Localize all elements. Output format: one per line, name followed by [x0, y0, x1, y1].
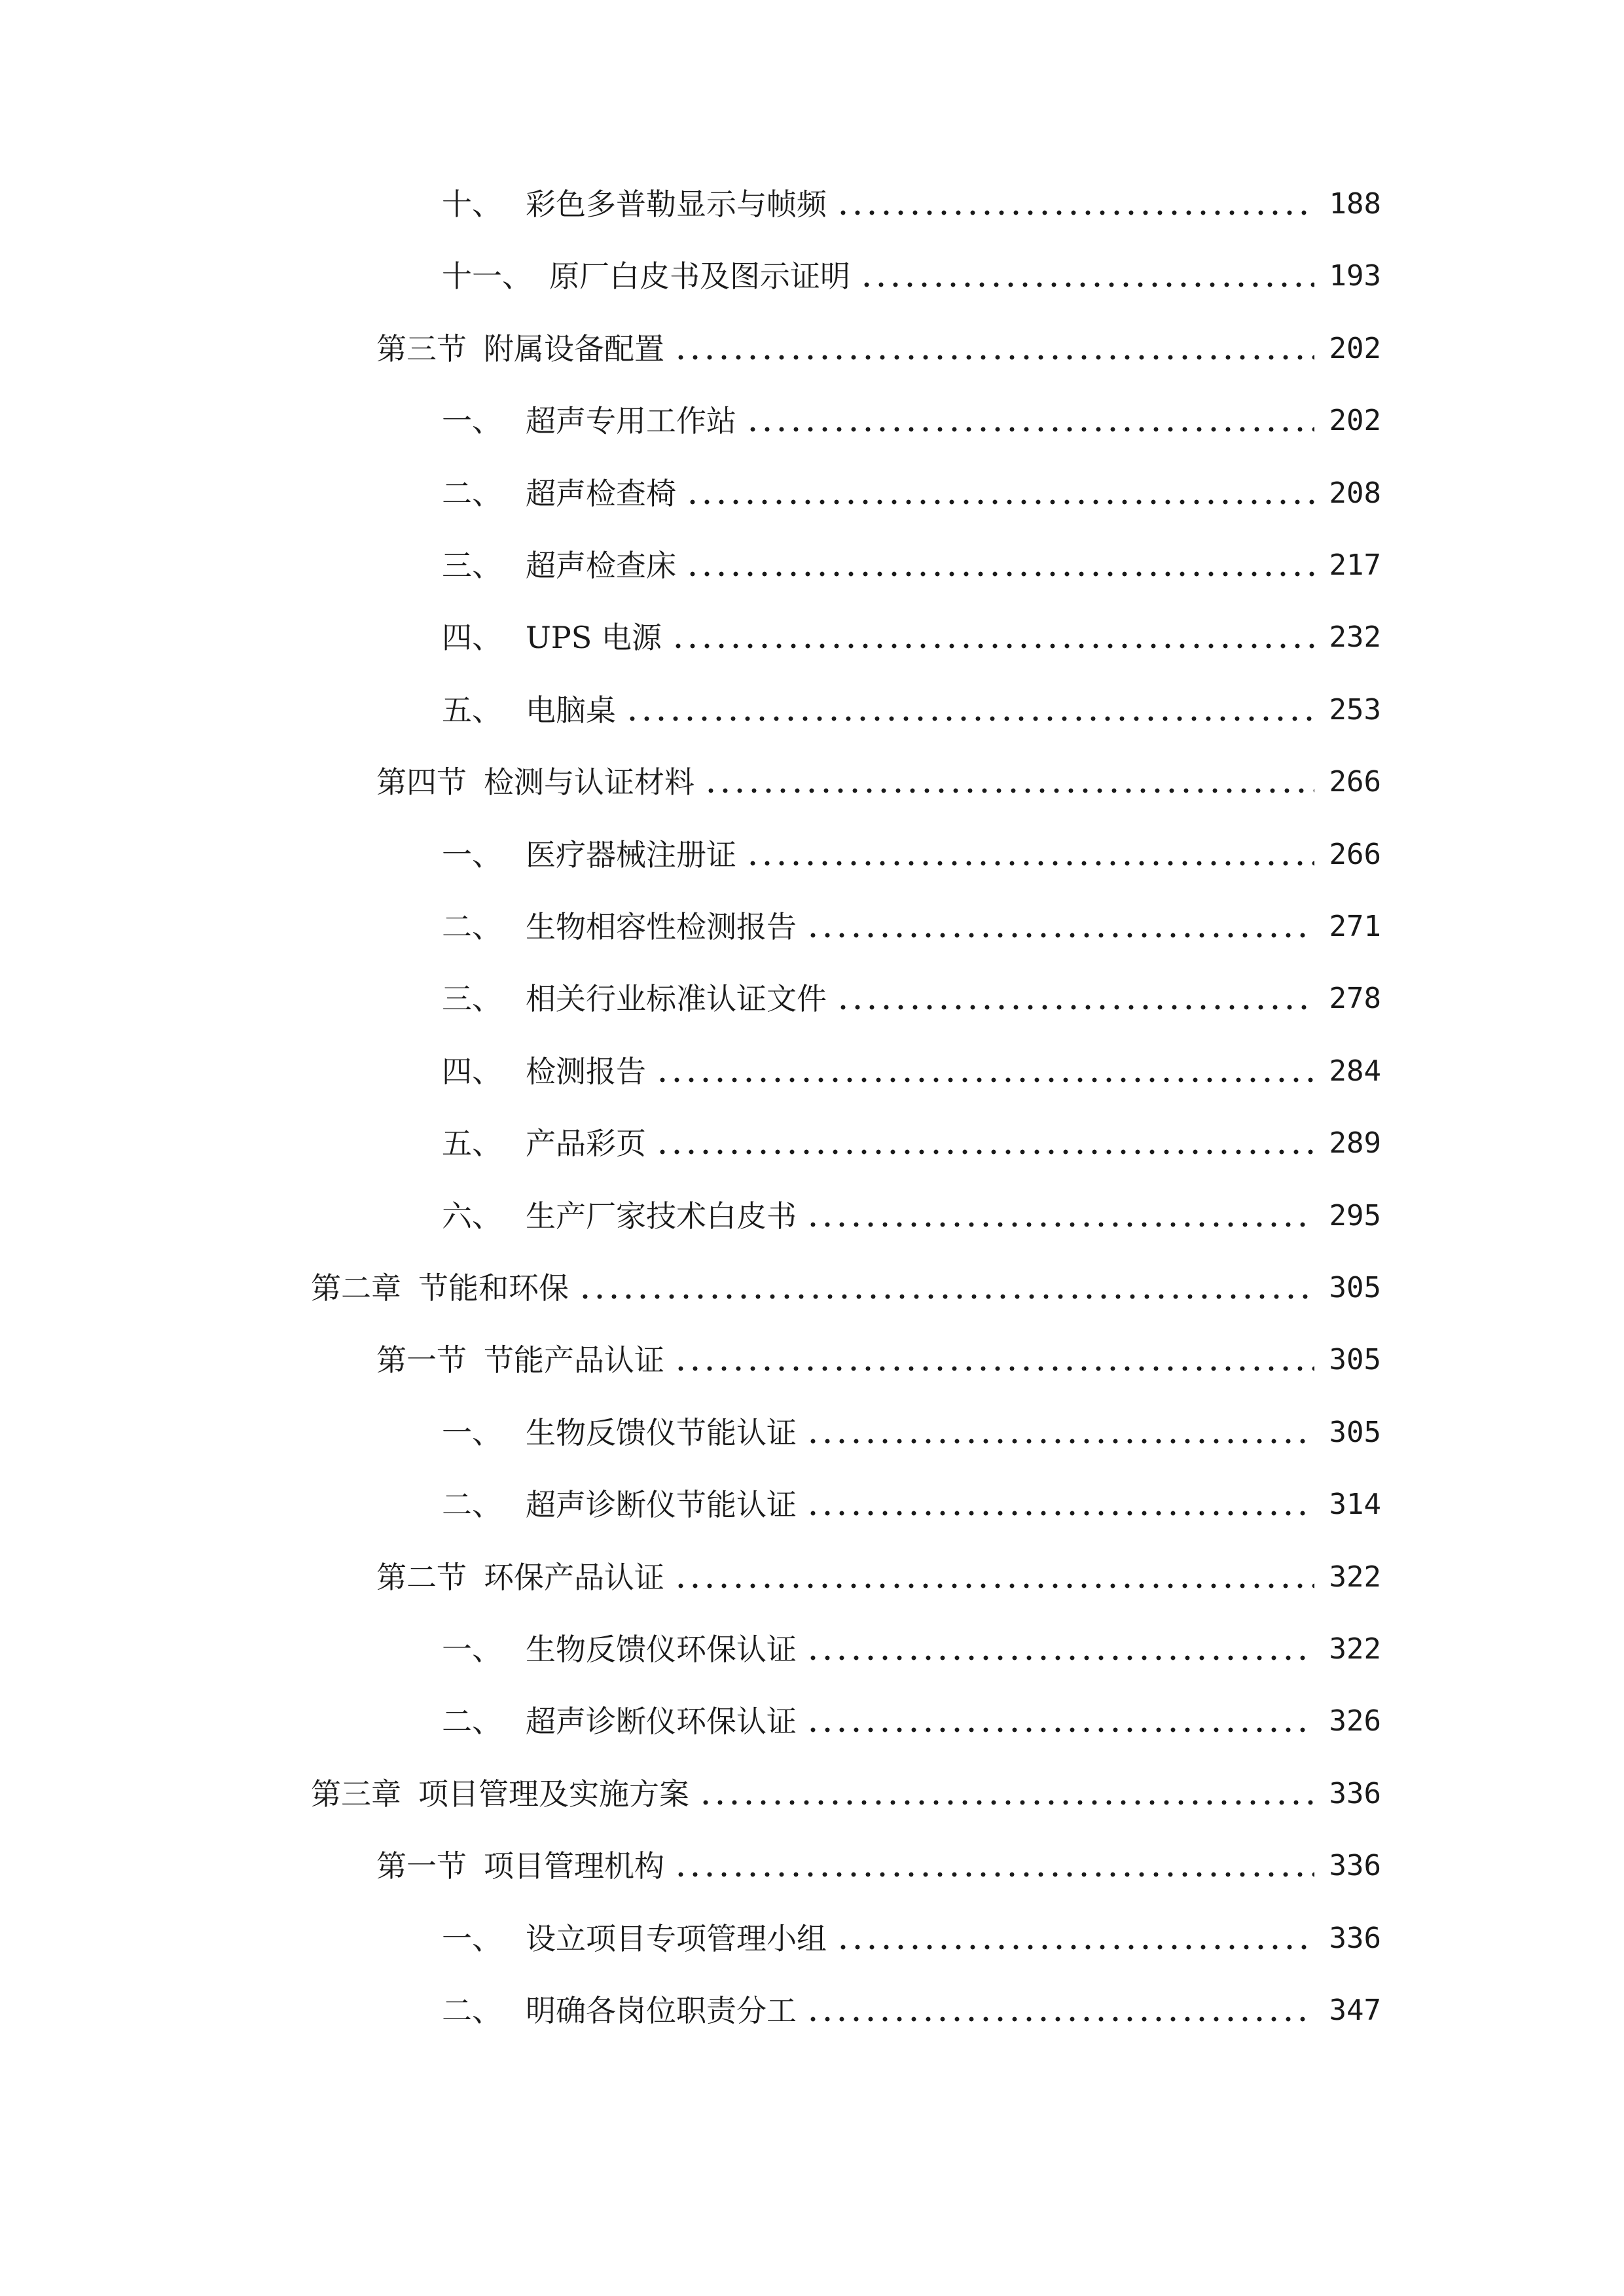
toc-entry-item[interactable]	[442, 1617, 1381, 1669]
toc-entry-title: 电脑桌	[526, 692, 616, 728]
toc-entry-number: 四、	[442, 1053, 502, 1089]
toc-entry-page-number: 295	[1329, 1198, 1381, 1232]
toc-entry-title: 检测与认证材料	[484, 764, 695, 800]
toc-entry-page-number: 278	[1329, 982, 1381, 1016]
toc-entry-section[interactable]	[376, 749, 1381, 802]
toc-entry-item[interactable]	[442, 1978, 1381, 2030]
dot-leader	[674, 354, 1314, 361]
dot-leader	[698, 1799, 1314, 1806]
toc-entry-title: 节能和环保	[418, 1270, 569, 1306]
toc-entry-number: 三、	[442, 548, 502, 583]
toc-entry-item[interactable]	[442, 1906, 1381, 1958]
toc-entry-page-number: 253	[1329, 692, 1381, 726]
toc-entry-page-number: 208	[1329, 476, 1381, 510]
toc-entry-item[interactable]	[442, 388, 1381, 440]
dot-leader	[625, 715, 1314, 722]
dot-leader	[674, 1365, 1314, 1372]
toc-entry-section[interactable]	[376, 1327, 1381, 1380]
toc-entry-number: 二、	[442, 1487, 502, 1523]
dot-leader	[806, 1727, 1314, 1733]
toc-entry-title: 生物反馈仪节能认证	[526, 1414, 797, 1450]
toc-entry-title: 超声诊断仪环保认证	[526, 1704, 797, 1740]
toc-entry-item[interactable]	[442, 1039, 1381, 1091]
toc-entry-number: 二、	[442, 1704, 502, 1740]
toc-entry-title: 节能产品认证	[484, 1342, 664, 1378]
toc-entry-item[interactable]	[442, 1689, 1381, 1741]
dot-leader	[836, 209, 1314, 216]
dot-leader	[806, 1438, 1314, 1444]
toc-entry-number: 一、	[442, 836, 502, 872]
toc-entry-page-number: 326	[1329, 1704, 1381, 1738]
toc-entry-page-number: 188	[1329, 187, 1381, 221]
toc-entry-title: 超声专用工作站	[526, 403, 736, 439]
toc-entry-page-number: 336	[1329, 1849, 1381, 1883]
toc-entry-number: 二、	[442, 909, 502, 944]
toc-entry-page-number: 266	[1329, 765, 1381, 799]
toc-entry-page-number: 322	[1329, 1632, 1381, 1666]
dot-leader	[704, 787, 1314, 794]
toc-entry-title: 原厂白皮书及图示证明	[549, 259, 850, 295]
toc-entry-title: 项目管理机构	[484, 1848, 664, 1884]
dot-leader	[671, 643, 1314, 649]
toc-entry-number: 二、	[442, 1993, 502, 2028]
toc-entry-item[interactable]	[442, 533, 1381, 585]
toc-entry-page-number: 232	[1329, 620, 1381, 655]
toc-entry-page-number: 336	[1329, 1776, 1381, 1810]
toc-entry-item[interactable]	[442, 1111, 1381, 1163]
toc-entry-title: 生物相容性检测报告	[526, 909, 797, 944]
dot-leader	[836, 1004, 1314, 1011]
dot-leader	[806, 1221, 1314, 1228]
toc-entry-title: 检测报告	[526, 1053, 646, 1089]
dot-leader	[685, 499, 1314, 505]
dot-leader	[806, 932, 1314, 939]
toc-entry-item[interactable]	[442, 605, 1381, 657]
toc-entry-number: 四、	[442, 620, 502, 656]
toc-entry-page-number: 217	[1329, 548, 1381, 582]
toc-entry-section[interactable]	[376, 1833, 1381, 1886]
dot-leader	[578, 1293, 1314, 1300]
toc-entry-number: 十、	[442, 187, 502, 222]
toc-entry-item[interactable]	[442, 677, 1381, 730]
dot-leader	[836, 1944, 1314, 1950]
toc-entry-page-number: 193	[1329, 259, 1381, 293]
toc-entry-item[interactable]	[442, 822, 1381, 874]
toc-entry-number: 五、	[442, 1126, 502, 1162]
toc-entry-number: 一、	[442, 403, 502, 439]
toc-entry-page-number: 336	[1329, 1921, 1381, 1955]
dot-leader	[746, 426, 1314, 433]
toc-entry-number: 第一节	[376, 1342, 467, 1378]
toc-entry-number: 一、	[442, 1632, 502, 1667]
toc-entry-page-number: 202	[1329, 331, 1381, 365]
toc-entry-number: 第四节	[376, 764, 467, 800]
dot-leader	[674, 1871, 1314, 1878]
toc-entry-item[interactable]	[442, 1472, 1381, 1524]
toc-entry-page-number: 305	[1329, 1271, 1381, 1304]
toc-entry-page-number: 305	[1329, 1415, 1381, 1449]
toc-entry-title: 明确各岗位职责分工	[526, 1993, 797, 2028]
toc-entry-title: 设立项目专项管理小组	[526, 1920, 827, 1956]
dot-leader	[674, 1583, 1314, 1589]
toc-entry-number: 第二章	[311, 1270, 401, 1306]
toc-entry-item[interactable]	[442, 894, 1381, 946]
toc-entry-number: 第三章	[311, 1776, 401, 1812]
toc-entry-page-number: 347	[1329, 1994, 1381, 2027]
toc-entry-number: 十一、	[442, 259, 532, 295]
toc-entry-title: 产品彩页	[526, 1126, 646, 1162]
dot-leader	[655, 1149, 1314, 1155]
dot-leader	[806, 2016, 1314, 2022]
toc-entry-title: 超声检查椅	[526, 475, 676, 511]
toc-entry-page-number: 284	[1329, 1054, 1381, 1088]
toc-entry-title: 项目管理及实施方案	[418, 1776, 689, 1812]
toc-entry-item[interactable]	[442, 1183, 1381, 1236]
toc-entry-page-number: 289	[1329, 1126, 1381, 1160]
toc-entry-number: 六、	[442, 1198, 502, 1234]
toc-entry-chapter[interactable]	[311, 1255, 1381, 1308]
dot-leader	[746, 860, 1314, 867]
toc-entry-title: 医疗器械注册证	[526, 836, 736, 872]
toc-entry-page-number: 305	[1329, 1343, 1381, 1377]
toc-entry-page-number: 271	[1329, 910, 1381, 943]
toc-entry-title: 附属设备配置	[484, 331, 664, 367]
toc-entry-title: UPS 电源	[526, 620, 662, 656]
toc-entry-number: 三、	[442, 981, 502, 1017]
toc-entry-section[interactable]	[376, 1545, 1381, 1597]
toc-entry-page-number: 322	[1329, 1560, 1381, 1594]
toc-entry-item[interactable]	[442, 461, 1381, 513]
toc-entry-section[interactable]	[376, 316, 1381, 368]
dot-leader	[859, 281, 1314, 288]
toc-entry-page-number: 314	[1329, 1488, 1381, 1522]
toc-entry-item[interactable]	[442, 243, 1381, 296]
toc-entry-number: 一、	[442, 1920, 502, 1956]
toc-entry-title: 环保产品认证	[484, 1559, 664, 1595]
toc-entry-page-number: 202	[1329, 404, 1381, 438]
toc-entry-number: 第三节	[376, 331, 467, 367]
dot-leader	[685, 571, 1314, 577]
dot-leader	[655, 1077, 1314, 1083]
toc-entry-item[interactable]	[442, 966, 1381, 1018]
toc-entry-title: 超声诊断仪节能认证	[526, 1487, 797, 1523]
toc-entry-title: 相关行业标准认证文件	[526, 981, 827, 1017]
toc-entry-number: 一、	[442, 1414, 502, 1450]
toc-entry-page-number: 266	[1329, 837, 1381, 871]
toc-entry-title: 生物反馈仪环保认证	[526, 1632, 797, 1667]
toc-entry-number: 二、	[442, 475, 502, 511]
toc-entry-number: 五、	[442, 692, 502, 728]
toc-entry-title: 生产厂家技术白皮书	[526, 1198, 797, 1234]
toc-entry-title: 彩色多普勒显示与帧频	[526, 187, 827, 222]
toc-entry-item[interactable]	[442, 1400, 1381, 1452]
toc-entry-number: 第一节	[376, 1848, 467, 1884]
toc-entry-number: 第二节	[376, 1559, 467, 1595]
dot-leader	[806, 1655, 1314, 1661]
dot-leader	[806, 1510, 1314, 1516]
toc-entry-title: 超声检查床	[526, 548, 676, 583]
toc-entry-chapter[interactable]	[311, 1761, 1381, 1814]
toc-entry-item[interactable]	[442, 171, 1381, 224]
